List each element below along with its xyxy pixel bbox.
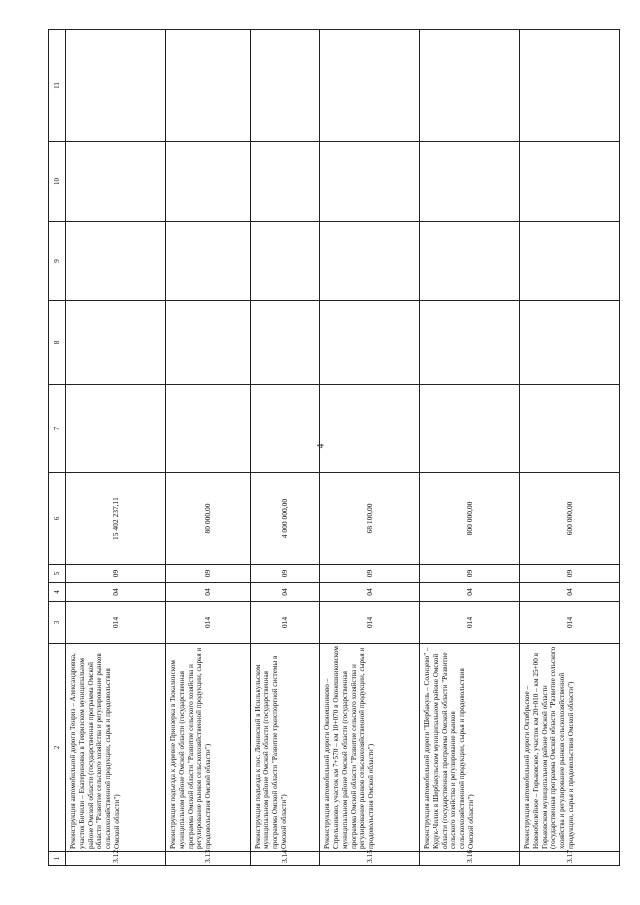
table-row bbox=[320, 30, 420, 866]
cell-empty bbox=[320, 301, 420, 385]
cell-empty bbox=[165, 30, 250, 142]
cell-empty bbox=[165, 385, 250, 473]
cell-section: 04 bbox=[250, 583, 320, 602]
cell-empty bbox=[520, 222, 620, 301]
cell-empty bbox=[520, 142, 620, 222]
cell-amount: 80 000,00 bbox=[165, 473, 250, 565]
cell-empty bbox=[250, 222, 320, 301]
table-row bbox=[165, 30, 250, 866]
header-col-10: 10 bbox=[49, 142, 66, 222]
cell-empty bbox=[165, 222, 250, 301]
cell-subsection: 09 bbox=[66, 565, 166, 583]
header-col-7: 7 bbox=[49, 385, 66, 473]
budget-table bbox=[48, 29, 620, 866]
cell-subsection: 09 bbox=[420, 565, 520, 583]
header-col-1: 1 bbox=[49, 852, 66, 866]
budget-table-rotated bbox=[48, 30, 620, 866]
cell-code: 014 bbox=[320, 602, 420, 644]
row-description: Реконструкция автомобильной дороги "Шербакуль – Солнцево" – Кудук-Чилик в Шербакульском муниципальном районе Омской области (государственная программа Омской области "Развитие сельского хозяйства и регулирование рынков сельскохозяйственной продукции, сырья и продовольствия Омской области") bbox=[420, 644, 520, 852]
header-col-3: 3 bbox=[49, 602, 66, 644]
cell-empty bbox=[320, 222, 420, 301]
cell-code: 014 bbox=[165, 602, 250, 644]
cell-empty bbox=[320, 142, 420, 222]
header-col-5: 5 bbox=[49, 565, 66, 583]
table-row bbox=[520, 30, 620, 866]
cell-empty bbox=[165, 301, 250, 385]
cell-code: 014 bbox=[420, 602, 520, 644]
row-number: 3.13 bbox=[165, 852, 250, 866]
table-row bbox=[66, 30, 166, 866]
cell-empty bbox=[320, 385, 420, 473]
cell-code: 014 bbox=[250, 602, 320, 644]
row-description: Реконструкция автомобильной дороги Тенриз – Александровка, участок Бичили – Екатериновка в Тевризском муниципальном районе Омской области (государственная программа Омской области "Развитие сельского хозяйства и регулирование рынков сельскохозяйственной продукции, сырья и продовольствия Омской области") bbox=[66, 644, 166, 852]
cell-empty bbox=[250, 301, 320, 385]
header-col-8: 8 bbox=[49, 301, 66, 385]
cell-code: 014 bbox=[66, 602, 166, 644]
cell-empty bbox=[250, 30, 320, 142]
cell-empty bbox=[66, 222, 166, 301]
cell-empty bbox=[520, 301, 620, 385]
page-number: 4 bbox=[315, 443, 326, 449]
table-row bbox=[250, 30, 320, 866]
cell-amount: 15 402 237,11 bbox=[66, 473, 166, 565]
cell-section: 04 bbox=[165, 583, 250, 602]
cell-section: 04 bbox=[420, 583, 520, 602]
header-col-6: 6 bbox=[49, 473, 66, 565]
row-description: Реконструкция автомобильной дороги Октябрьское – Новоюбилейное – Горьковское, участок км 20+010 – км 25+00 в Горьковском муниципальном районе Омской области (государственная программа Омской области "Развитие сельского хозяйства и регулирование рынков сельскохозяйственной продукции, сырья и продовольствия Омской области") bbox=[520, 644, 620, 852]
cell-empty bbox=[420, 30, 520, 142]
cell-subsection: 09 bbox=[520, 565, 620, 583]
cell-empty bbox=[66, 301, 166, 385]
cell-empty bbox=[320, 30, 420, 142]
cell-empty bbox=[250, 385, 320, 473]
cell-section: 04 bbox=[320, 583, 420, 602]
cell-empty bbox=[420, 385, 520, 473]
table-row bbox=[420, 30, 520, 866]
cell-empty bbox=[520, 30, 620, 142]
cell-empty bbox=[420, 222, 520, 301]
row-number: 3.14 bbox=[250, 852, 320, 866]
cell-subsection: 09 bbox=[320, 565, 420, 583]
row-description: Реконструкция автомобильной дороги Оконешниково – Стрельниково, участок км 7+570 – км 10+070 в Оконешниковском муниципальном районе Омской области (государственная программа Омской области "Развитие сельского хозяйства и регулирование рынков сельскохозяйственной продукции, сырья и продовольствия Омской области") bbox=[320, 644, 420, 852]
cell-amount: 4 000 000,00 bbox=[250, 473, 320, 565]
header-col-9: 9 bbox=[49, 222, 66, 301]
header-col-4: 4 bbox=[49, 583, 66, 602]
header-col-2: 2 bbox=[49, 644, 66, 852]
cell-section: 04 bbox=[66, 583, 166, 602]
row-number: 3.16 bbox=[420, 852, 520, 866]
cell-amount: 800 000,00 bbox=[420, 473, 520, 565]
cell-empty bbox=[420, 142, 520, 222]
cell-empty bbox=[520, 385, 620, 473]
row-number: 3.17 bbox=[520, 852, 620, 866]
header-row bbox=[49, 30, 66, 866]
cell-code: 014 bbox=[520, 602, 620, 644]
row-description: Реконструкция подъезда к деревне Приозерка в Тюкалинском муниципальном районе Омской области (государственная программа Омской области "Развитие сельского хозяйства и регулирование рынков сельскохозяйственной продукции, сырья и продовольствия Омской области") bbox=[165, 644, 250, 852]
cell-empty bbox=[66, 142, 166, 222]
row-number: 3.15 bbox=[320, 852, 420, 866]
cell-subsection: 09 bbox=[250, 565, 320, 583]
header-col-11: 11 bbox=[49, 30, 66, 142]
cell-amount: 68 100,00 bbox=[320, 473, 420, 565]
cell-empty bbox=[66, 385, 166, 473]
cell-subsection: 09 bbox=[165, 565, 250, 583]
cell-empty bbox=[420, 301, 520, 385]
cell-empty bbox=[66, 30, 166, 142]
cell-empty bbox=[165, 142, 250, 222]
row-number: 3.12 bbox=[66, 852, 166, 866]
cell-amount: 600 000,00 bbox=[520, 473, 620, 565]
row-description: Реконструкция подъезда к пос. Ленинский в Исилькульском муниципальном районе Омской области (государственная программа Омской области "Развитие транспортной системы в Омской области") bbox=[250, 644, 320, 852]
cell-section: 04 bbox=[520, 583, 620, 602]
cell-empty bbox=[250, 142, 320, 222]
